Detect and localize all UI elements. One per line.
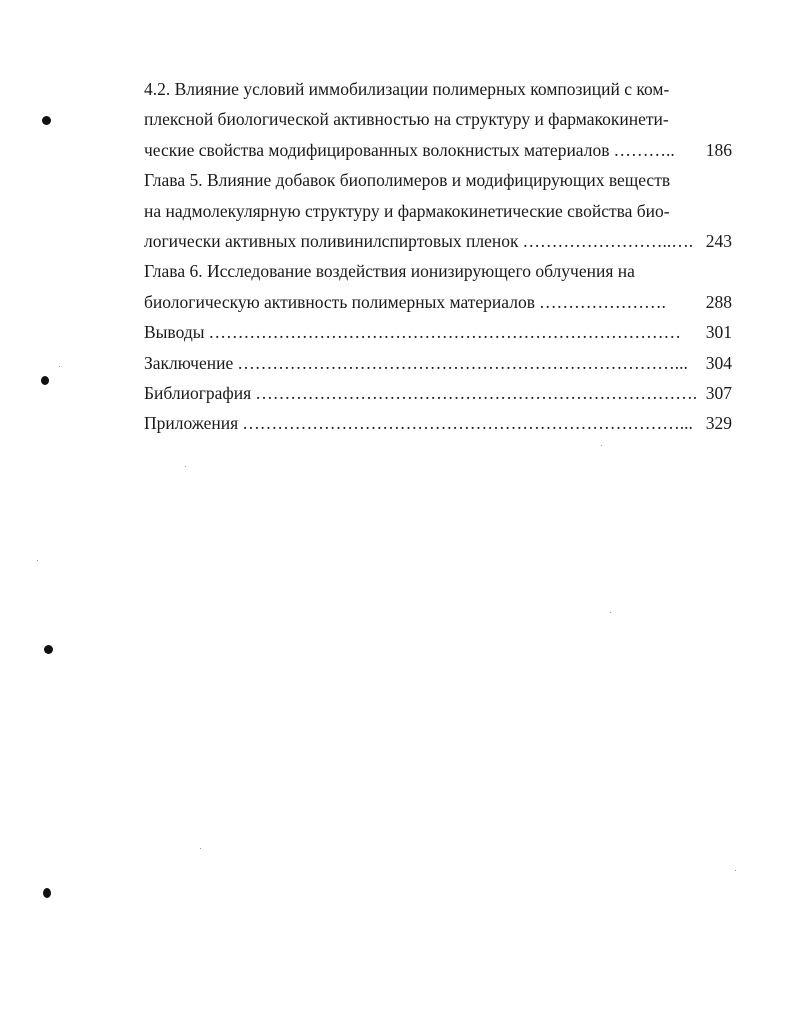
toc-page-number: 243 (705, 231, 732, 252)
toc-entry-line (144, 378, 732, 408)
toc-entry-line (144, 165, 732, 195)
toc-entry-text: Глава 6. Исследование воздействия ионизирующего облучения на (144, 261, 635, 282)
toc-page-number: 301 (705, 322, 732, 343)
toc-entry-text: Выводы (144, 322, 205, 343)
toc-entry-line (144, 287, 732, 317)
toc-page-number: 329 (705, 413, 732, 434)
toc-page-number: 307 (705, 383, 732, 404)
toc-dot-leader: …………………. (538, 291, 666, 312)
toc-page-number: 288 (705, 291, 732, 312)
scan-speck (37, 560, 38, 561)
toc-entry-text: Заключение (144, 352, 234, 373)
scan-speck (59, 366, 60, 367)
toc-entry-line (144, 196, 732, 226)
scan-speck (610, 612, 611, 613)
toc-dot-leader: ……………………………………………………………………… (208, 322, 681, 343)
toc-entry-text: на надмолекулярную структуру и фармакокинетические свойства био- (144, 200, 670, 221)
toc-entry-text: 4.2. Влияние условий иммобилизации полимерных композиций с ком- (144, 79, 670, 99)
punch-hole-mark (44, 645, 53, 654)
toc-entry-text: Приложения (144, 413, 239, 434)
toc-entry-text: Глава 5. Влияние добавок биополимеров и модифицирующих веществ (144, 170, 671, 191)
toc-entry-text: логически активных поливинилспиртовых пленок (144, 231, 519, 252)
scan-speck (185, 466, 186, 467)
toc-page-number: 186 (705, 139, 732, 160)
table-of-contents (144, 74, 732, 439)
toc-entry-line (144, 104, 732, 134)
toc-entry-text: плексной биологической активностью на структуру и фармакокинети- (144, 109, 669, 130)
toc-page-number: 304 (705, 352, 732, 373)
toc-entry-line (144, 135, 732, 165)
toc-entry-line (144, 408, 732, 438)
punch-hole-mark (42, 116, 51, 125)
toc-dot-leader: ……………………..…. (522, 231, 694, 252)
toc-entry-line (144, 317, 732, 347)
toc-entry-line (144, 226, 732, 256)
toc-dot-leader: …………………………………………………………………. (255, 383, 698, 404)
toc-dot-leader: …………………………………………………………………... (237, 352, 688, 373)
toc-entry-text: ческие свойства модифицированных волокнистых материалов (144, 139, 610, 160)
punch-hole-mark (41, 376, 49, 385)
toc-entry-line (144, 74, 732, 104)
toc-entry-text: Библиография (144, 383, 252, 404)
scan-speck (200, 848, 201, 849)
punch-hole-mark (43, 888, 51, 898)
toc-dot-leader: …………………………………………………………………... (242, 413, 693, 434)
toc-dot-leader: ……….. (613, 139, 675, 160)
scan-speck (601, 445, 602, 446)
scan-speck (735, 870, 736, 871)
toc-entry-text: биологическую активность полимерных материалов (144, 291, 535, 312)
toc-entry-line (144, 348, 732, 378)
toc-entry-line (144, 256, 732, 286)
